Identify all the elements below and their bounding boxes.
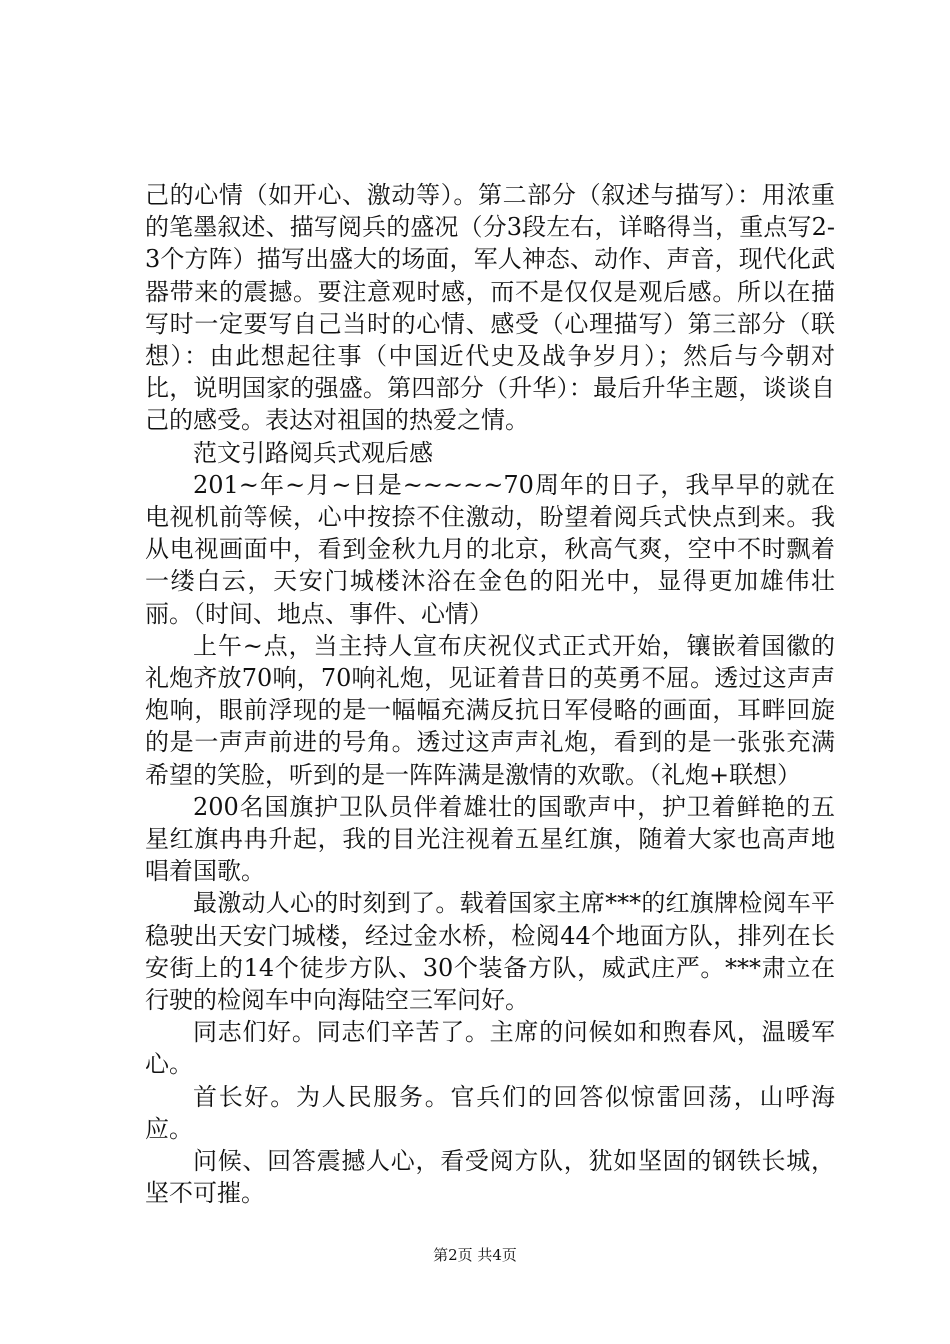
paragraph-reply: 首长好。为人民服务。官兵们的回答似惊雷回荡，山呼海应。 [145, 1082, 835, 1143]
paragraph-continued-outline: 己的心情（如开心、激动等）。第二部分（叙述与描写）：用浓重的笔墨叙述、描写阅兵的盛况（分3段左右，详略得当，重点写2-3个方阵）描写出盛大的场面，军人神态、动作、声音，现代化武器带来的震撼。要注意观时感，而不是仅仅是观后感。所以在描写时一定要写自己当时的心情、感受（心理描写）第三部分（联想）：由此想起往事（中国近代史及战争岁月）；然后与今朝对比，说明国家的强盛。第四部分（升华）：最后升华主题，谈谈自己的感受。表达对祖国的热爱之情。 [145, 181, 835, 435]
paragraph-salute-cannons: 上午~点，当主持人宣布庆祝仪式正式开始，镶嵌着国徽的礼炮齐放70响，70响礼炮，见证着昔日的英勇不屈。透过这声声炮响，眼前浮现的是一幅幅充满反抗日军侵略的画面，耳畔回旋的是一声声前进的号角。透过这声声礼炮，看到的是一张张充满希望的笑脸，听到的是一阵阵满是激情的欢歌。（礼炮+联想） [145, 631, 835, 789]
document-body [145, 179, 835, 1210]
paragraph-greeting: 同志们好。同志们辛苦了。主席的问候如和煦春风，温暖军心。 [145, 1018, 835, 1079]
paragraph-opening: 201~年~月~日是~~~~~70周年的日子，我早早的就在电视机前等候，心中按捺不住激动，盼望着阅兵式快点到来。我从电视画面中，看到金秋九月的北京，秋高气爽，空中不时飘着一缕白云，天安门城楼沐浴在金色的阳光中，显得更加雄伟壮丽。（时间、地点、事件、心情） [145, 470, 835, 628]
paragraph-flag-raising: 200名国旗护卫队员伴着雄壮的国歌声中，护卫着鲜艳的五星红旗冉冉升起，我的目光注视着五星红旗，随着大家也高声地唱着国歌。 [145, 792, 835, 886]
paragraph-review-vehicle: 最激动人心的时刻到了。载着国家主席***的红旗牌检阅车平稳驶出天安门城楼，经过金水桥，检阅44个地面方队，排列在长安街上的14个徒步方队、30个装备方队，威武庄严。***肃立在行驶的检阅车中向海陆空三军问好。 [145, 889, 835, 1015]
paragraph-great-wall: 问候、回答震撼人心，看受阅方队，犹如坚固的钢铁长城，坚不可摧。 [145, 1147, 835, 1208]
page-number-footer: 第2页 共4页 [433, 1246, 517, 1264]
paragraph-essay-title: 范文引路阅兵式观后感 [193, 438, 433, 467]
